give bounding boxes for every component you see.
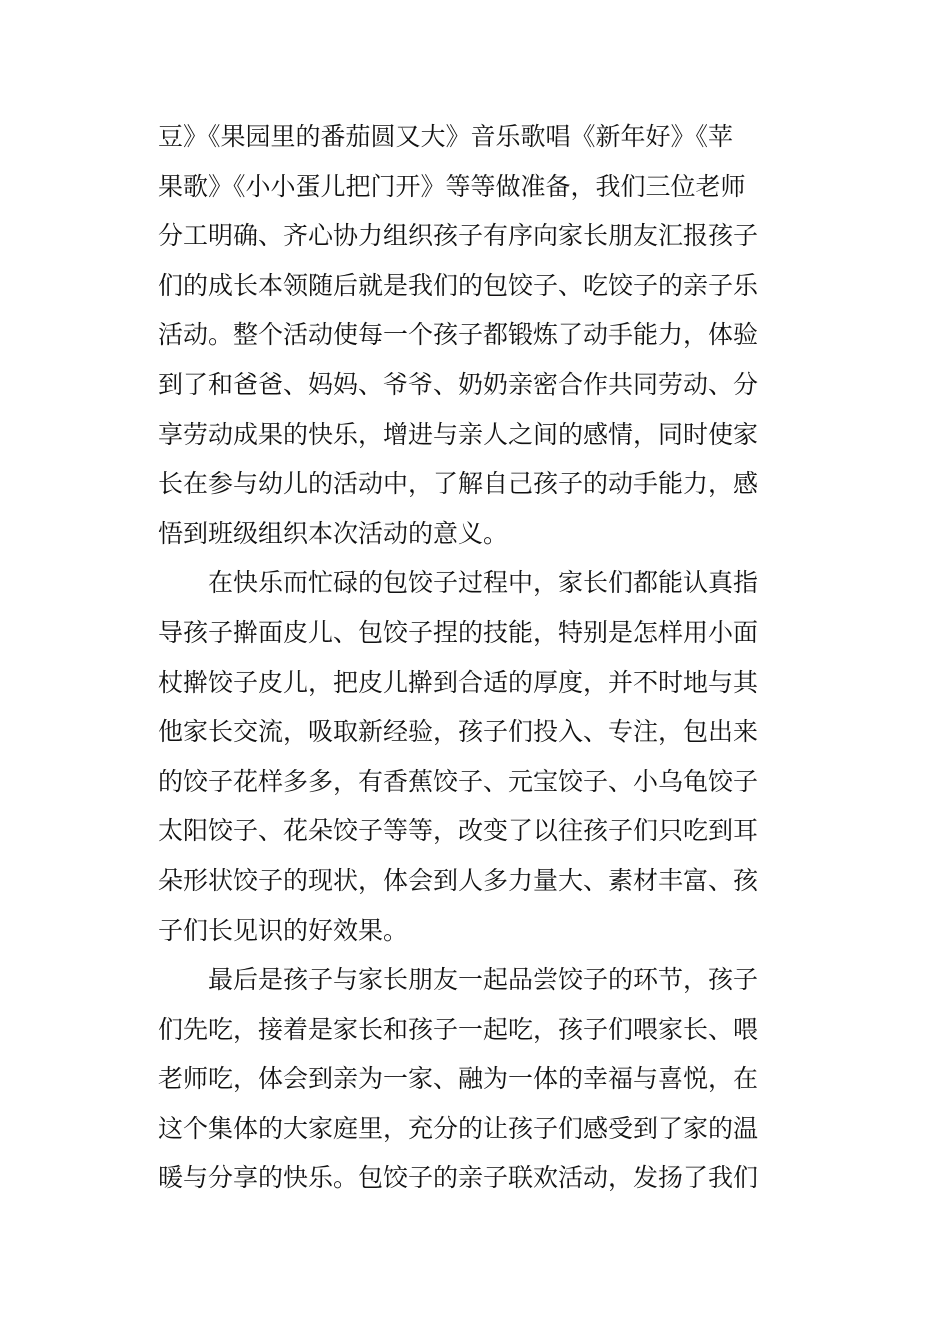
- text-line: 们的成长本领随后就是我们的包饺子、吃饺子的亲子乐: [158, 270, 759, 300]
- text-line: 暖与分享的快乐。包饺子的亲子联欢活动，发扬了我们: [158, 1163, 759, 1193]
- text-line: 在快乐而忙碌的包饺子过程中，家长们都能认真指: [158, 568, 759, 598]
- text-line: 豆》《果园里的番茄圆又大》音乐歌唱《新年好》《苹: [158, 122, 734, 151]
- text-line: 们先吃，接着是家长和孩子一起吃，孩子们喂家长、喂: [158, 1014, 759, 1044]
- text-line: 他家长交流，吸取新经验，孩子们投入、专注，包出来: [158, 717, 759, 747]
- text-line: 长在参与幼儿的活动中，了解自己孩子的动手能力，感: [158, 469, 759, 499]
- text-line: 享劳动成果的快乐，增进与亲人之间的感情，同时使家: [158, 419, 759, 449]
- text-line: 子们长见识的好效果。: [158, 915, 409, 945]
- text-line: 杖擀饺子皮儿，把皮儿擀到合适的厚度，并不时地与其: [158, 667, 759, 697]
- text-line: 活动。整个活动使每一个孩子都锻炼了动手能力，体验: [158, 320, 759, 350]
- text-line: 这个集体的大家庭里，充分的让孩子们感受到了家的温: [158, 1113, 759, 1143]
- text-line: 的饺子花样多多，有香蕉饺子、元宝饺子、小乌龟饺子: [158, 766, 759, 796]
- text-line: 分工明确、齐心协力组织孩子有序向家长朋友汇报孩子: [158, 221, 759, 251]
- paragraph-2: [158, 558, 776, 955]
- document-body: [158, 112, 776, 1203]
- text-line: 果歌》《小小蛋儿把门开》等等做准备，我们三位老师: [158, 171, 746, 201]
- text-line: 太阳饺子、花朵饺子等等，改变了以往孩子们只吃到耳: [158, 816, 759, 846]
- paragraph-1: [158, 112, 776, 558]
- text-line: 老师吃，体会到亲为一家、融为一体的幸福与喜悦，在: [158, 1064, 759, 1094]
- text-line: 最后是孩子与家长朋友一起品尝饺子的环节，孩子: [158, 965, 759, 995]
- text-line: 导孩子擀面皮儿、包饺子捏的技能，特别是怎样用小面: [158, 617, 759, 647]
- text-line: 朵形状饺子的现状，体会到人多力量大、素材丰富、孩: [158, 865, 759, 895]
- text-line: 悟到班级组织本次活动的意义。: [158, 518, 509, 548]
- paragraph-3: [158, 955, 776, 1203]
- text-line: 到了和爸爸、妈妈、爷爷、奶奶亲密合作共同劳动、分: [158, 369, 759, 399]
